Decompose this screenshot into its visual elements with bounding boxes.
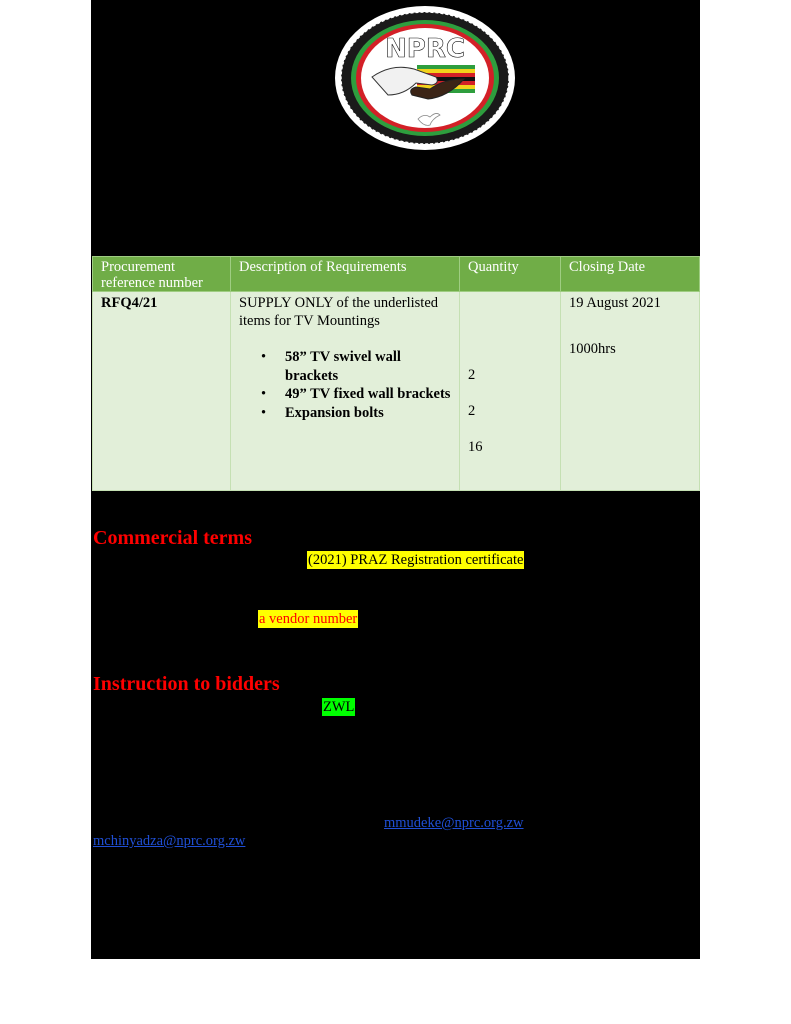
instruction-heading: Instruction to bidders bbox=[93, 673, 280, 695]
email-link-mchinyadza[interactable]: mchinyadza@nprc.org.zw bbox=[93, 833, 246, 849]
commercial-terms-heading: Commercial terms bbox=[93, 527, 253, 549]
header-description: Description of Requirements bbox=[231, 257, 460, 292]
vendor-number-highlight: a vendor number bbox=[259, 611, 358, 627]
cell-quantity bbox=[460, 292, 561, 491]
item-name: Expansion bolts bbox=[285, 404, 384, 421]
item-name: 58” TV swivel wall brackets bbox=[285, 349, 401, 384]
item-quantity: 2 bbox=[468, 367, 476, 383]
item-quantity: 2 bbox=[468, 403, 476, 419]
header-closing-date: Closing Date bbox=[561, 257, 700, 292]
logo-text: NPRC bbox=[385, 34, 465, 64]
cell-reference bbox=[93, 292, 231, 491]
document-page bbox=[91, 0, 700, 959]
table-header-row bbox=[93, 257, 700, 292]
closing-time: 1000hrs bbox=[569, 341, 616, 357]
item-list bbox=[239, 348, 451, 422]
closing-date: 19 August 2021 bbox=[569, 295, 661, 311]
item-quantity: 16 bbox=[468, 439, 483, 455]
nprc-logo bbox=[332, 3, 518, 153]
item-name: 49” TV fixed wall brackets bbox=[285, 386, 451, 402]
email-link-mmudeke[interactable]: mmudeke@nprc.org.zw bbox=[384, 815, 524, 831]
list-item: • Expansion bolts bbox=[261, 404, 384, 421]
requirements-table bbox=[92, 256, 700, 491]
currency-highlight: ZWL bbox=[323, 699, 355, 715]
praz-certificate-highlight: (2021) PRAZ Registration certificate bbox=[308, 552, 524, 568]
cell-description bbox=[231, 292, 460, 491]
header-quantity: Quantity bbox=[460, 257, 561, 292]
list-item: • 49” TV fixed wall brackets bbox=[261, 386, 451, 402]
header-reference: Procurement reference number bbox=[93, 257, 231, 292]
cell-closing-date bbox=[561, 292, 700, 491]
table-row bbox=[93, 292, 700, 491]
reference-number: RFQ4/21 bbox=[101, 295, 158, 311]
list-item: • 58” TV swivel wall brackets bbox=[261, 349, 401, 384]
description-text: SUPPLY ONLY of the underlisted items for TV Mountings bbox=[239, 295, 439, 329]
